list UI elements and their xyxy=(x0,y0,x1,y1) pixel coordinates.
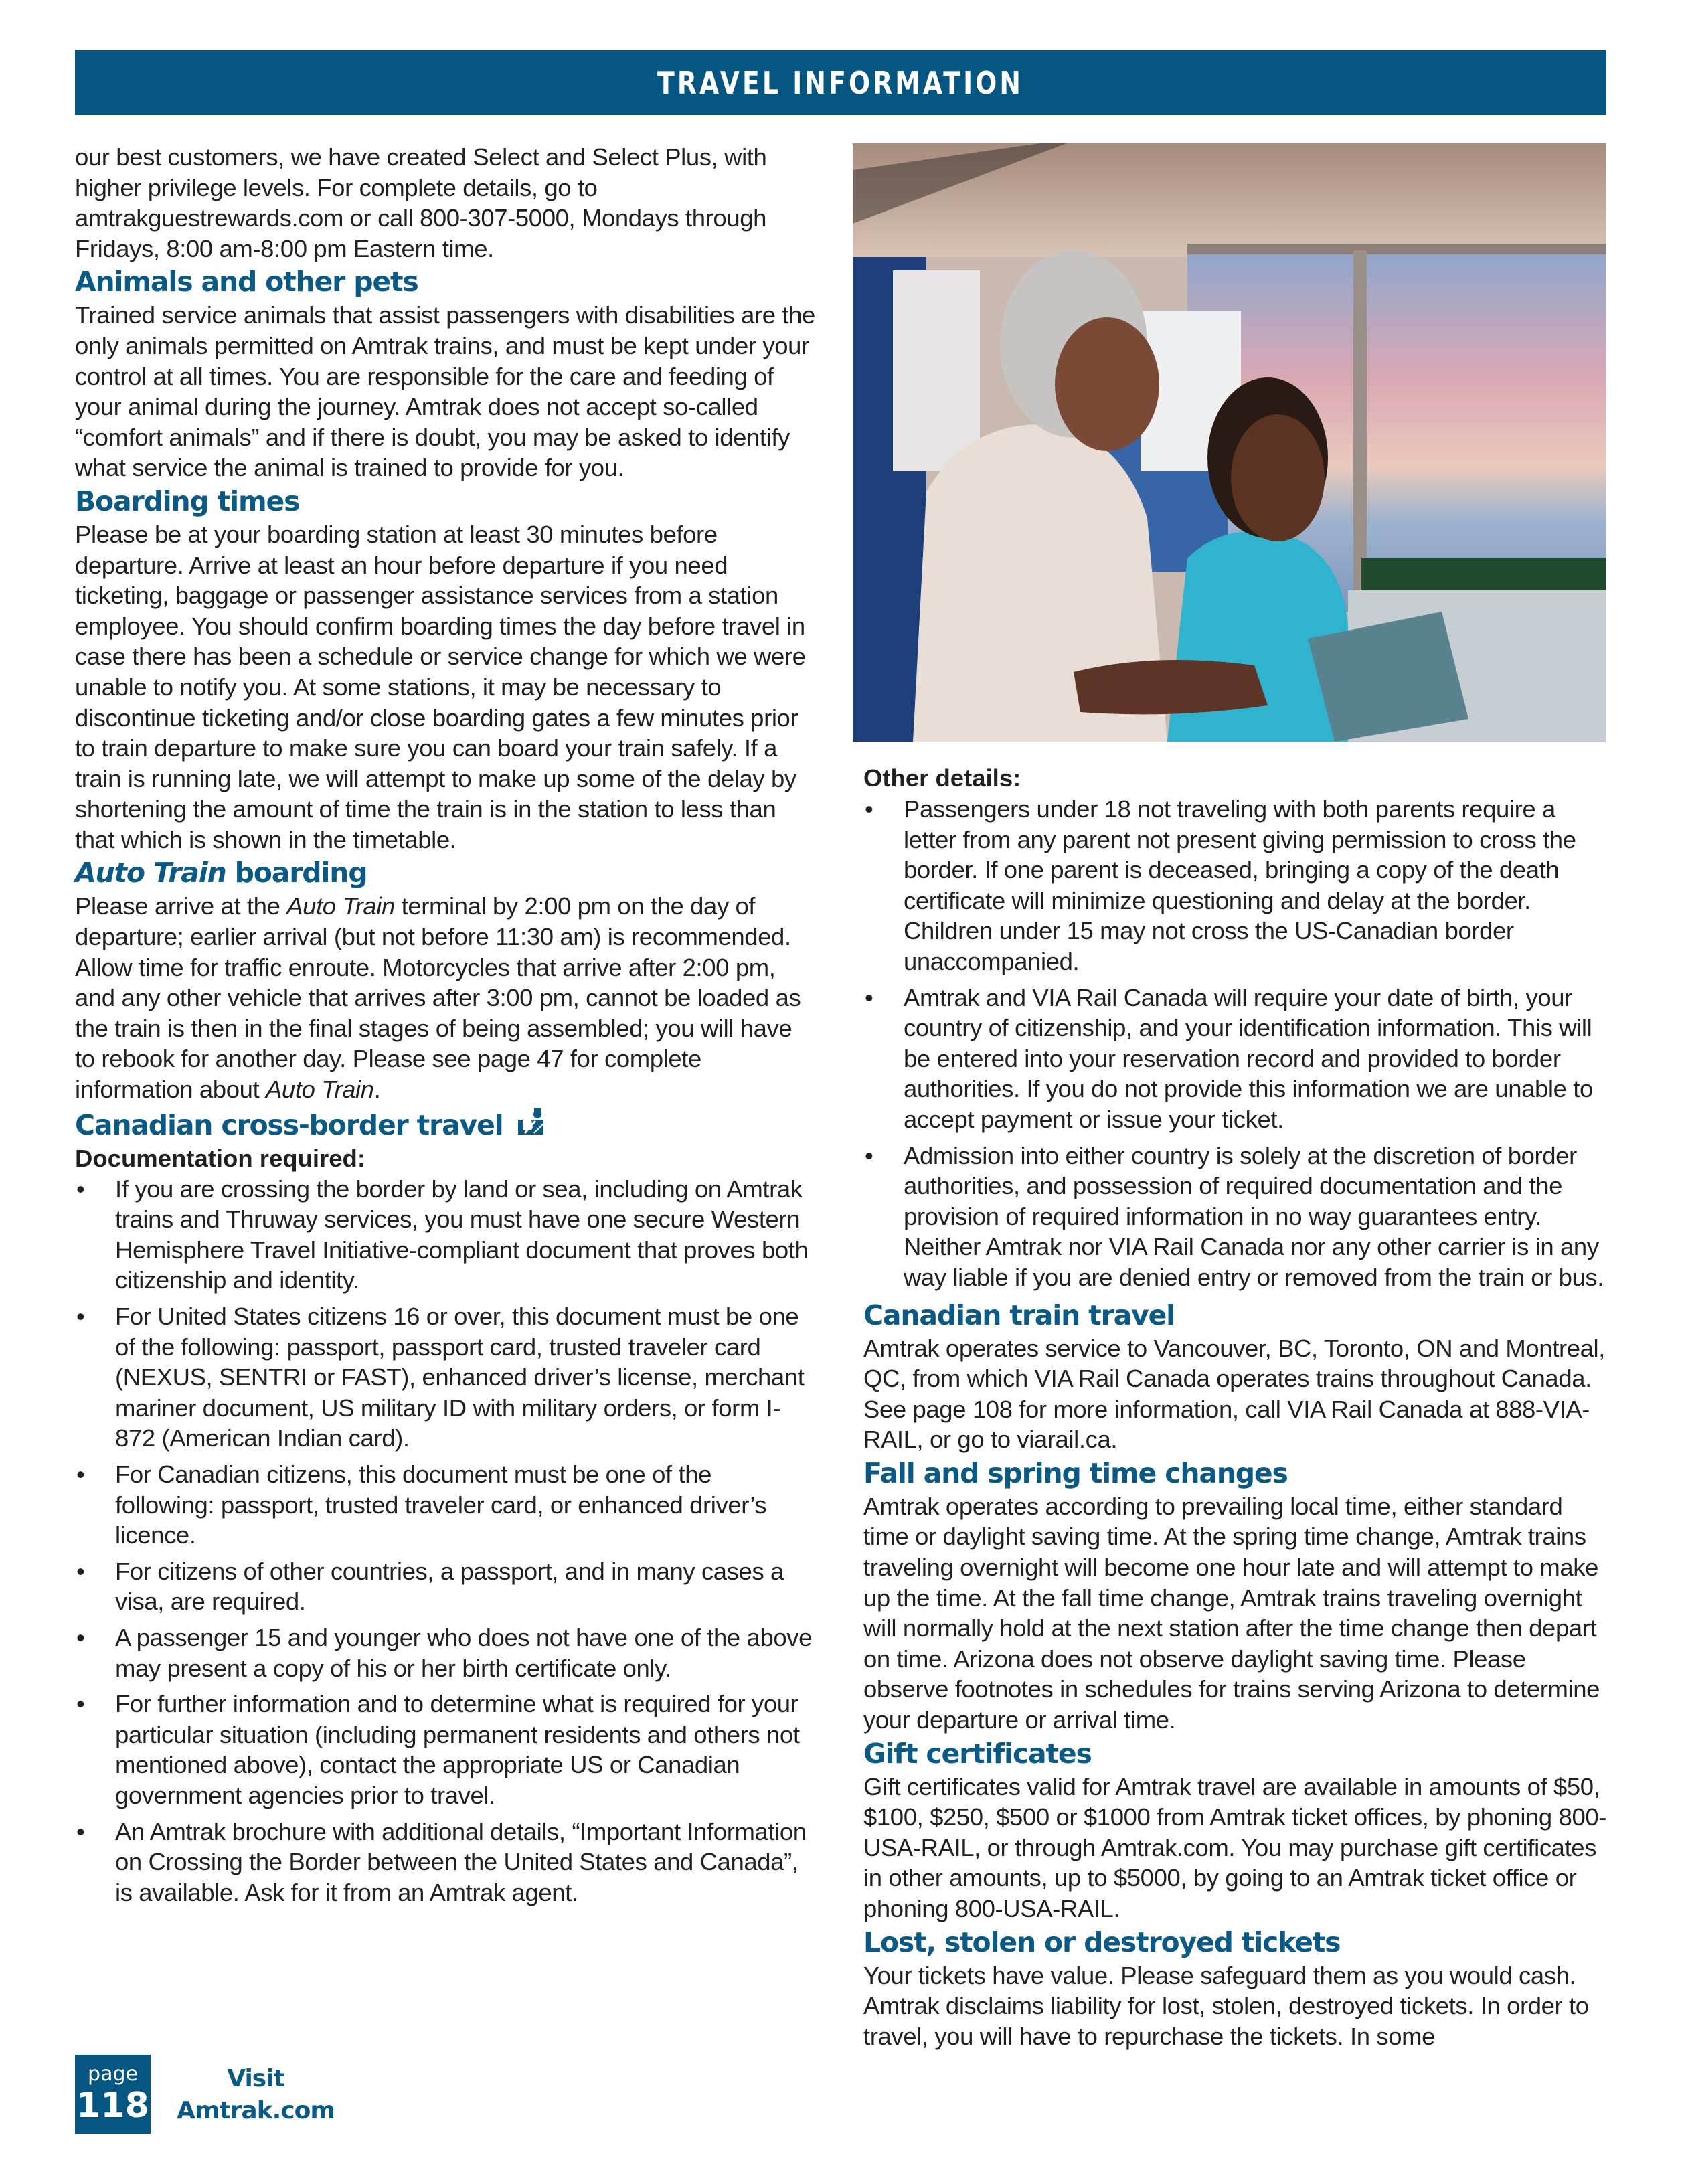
bullet-icon: • xyxy=(76,1817,85,1845)
boarding-paragraph: Please be at your boarding station at least 30 minutes before departure. Arrive at least an hour before departure if you need ticketing, baggage or passenger assistance services from a station employee. You should confirm boarding times the day before travel in case there has been a schedule or service change for which we were unable to notify you. At some stations, it may be necessary to discontinue ticketing and/or close boarding gates a few minutes prior to train departure to make sure you can board your train safely. If a train is running late, we will attempt to make up some of the delay by shortening the amount of time the train is in the station to less than that which is shown in the timetable. xyxy=(75,520,806,853)
bullet-icon: • xyxy=(865,1141,873,1169)
animals-paragraph: Trained service animals that assist passengers with disabilities are the only animals permitted on Amtrak trains, and must be kept under your control at all times. You are responsible for the care and feeding of your animal during the journey. Amtrak does not accept so-called “comfort animals” and if there is doubt, you may be asked to identify what service the animal is trained to provide for you. xyxy=(75,301,815,482)
lost-tickets-paragraph: Your tickets have value. Please safeguard them as you would cash. Amtrak disclaims liability for lost, stolen, destroyed tickets. In order to travel, you will have to repurchase the tickets. In some xyxy=(863,1961,1589,2050)
other-details-label: Other details: xyxy=(863,764,1021,792)
list-item xyxy=(75,1817,817,1908)
heading-animals: Animals and other pets xyxy=(75,266,418,299)
list-item-text: For citizens of other countries, a passport, and in many cases a visa, are required. xyxy=(115,1557,784,1616)
heading-cross-border xyxy=(75,1106,817,1142)
time-changes-paragraph: Amtrak operates according to prevailing local time, either standard time or daylight saving time. At the spring time change, Amtrak trains traveling overnight will become one hour late and will attempt to make up the time. At the fall time change, Amtrak trains traveling overnight will normally hold at the next station after the time change then depart on time. Arizona does not observe daylight saving time. Please observe footnotes in schedules for trains serving Arizona to determine your departure or arrival time. xyxy=(863,1492,1600,1734)
auto-train-text-1: Please arrive at the xyxy=(75,892,287,920)
list-item-text: Amtrak and VIA Rail Canada will require your date of birth, your country of citizenship, and your identification information. This will be entered into your reservation record and provided to border authorities. If you do not provide this information we are unable to accept payment or issue your ticket. xyxy=(904,983,1593,1133)
documentation-required-label: Documentation required: xyxy=(75,1144,365,1172)
train-passengers-photo xyxy=(853,143,1606,742)
page-label: page xyxy=(88,2062,138,2086)
left-column xyxy=(75,142,817,1913)
heading-gift-certificates: Gift certificates xyxy=(863,1737,1092,1770)
gift-certificates-paragraph: Gift certificates valid for Amtrak travel are available in amounts of $50, $100, $250, $500 or $1000 from Amtrak ticket offices, by phoning 800-USA-RAIL, or through Amtrak.com. You may purchase gift certificates in other amounts, up to $5000, by going to an Amtrak ticket office or phoning 800-USA-RAIL. xyxy=(863,1772,1607,1922)
bullet-icon: • xyxy=(76,1303,85,1330)
visit-amtrak-link[interactable] xyxy=(175,2063,336,2127)
page-number: 118 xyxy=(76,2086,149,2126)
intro-paragraph: our best customers, we have created Select and Select Plus, with higher privilege levels. For complete details, go to amtrakguestrewards.com or call 800-307-5000, Mondays through Fridays, 8:00 am-8:00 pm Eastern time. xyxy=(75,143,767,262)
bullet-icon: • xyxy=(865,795,873,823)
auto-train-paragraph xyxy=(75,891,817,1104)
customs-agent-icon xyxy=(517,1106,548,1137)
list-item xyxy=(75,1556,817,1617)
auto-train-italic-1: Auto Train xyxy=(286,892,395,920)
list-item xyxy=(75,1622,817,1683)
documentation-list xyxy=(75,1174,817,1908)
canadian-train-paragraph: Amtrak operates service to Vancouver, BC, Toronto, ON and Montreal, QC, from which VIA Rail Canada operates trains throughout Canada. See page 108 for more information, call VIA Rail Canada at 888-VIA-RAIL, or go to viarail.ca. xyxy=(863,1334,1605,1454)
heading-time-changes: Fall and spring time changes xyxy=(863,1456,1288,1489)
list-item xyxy=(75,1689,817,1811)
heading-canadian-train-travel: Canadian train travel xyxy=(863,1298,1175,1331)
list-item-text: Passengers under 18 not traveling with both parents require a letter from any parent not present giving permission to cross the border. If one parent is deceased, bringing a copy of the death certificate will minimize questioning and delay at the border. Children under 15 may not cross the US-Canadian border unaccompanied. xyxy=(904,795,1576,975)
auto-train-italic-2: Auto Train xyxy=(265,1076,374,1104)
photo-illustration xyxy=(853,143,1606,742)
heading-auto-train-italic: Auto Train xyxy=(75,857,226,890)
heading-lost-tickets: Lost, stolen or destroyed tickets xyxy=(863,1926,1341,1958)
list-item xyxy=(863,1141,1610,1293)
list-item xyxy=(75,1459,817,1551)
list-item-text: Admission into either country is solely at the discretion of border authorities, and possession of required documentation and the provision of required information in no way guarantees entry. Neither Amtrak nor VIA Rail Canada nor any other carrier is in any way liable if you are denied entry or removed from the train or bus. xyxy=(904,1141,1604,1291)
heading-boarding-times: Boarding times xyxy=(75,485,300,517)
right-column xyxy=(863,763,1610,2051)
heading-auto-train-boarding xyxy=(75,856,817,890)
list-item-text: A passenger 15 and younger who does not have one of the above may present a copy of his or her birth certificate only. xyxy=(115,1623,812,1682)
bullet-icon: • xyxy=(76,1557,85,1585)
list-item-text: An Amtrak brochure with additional details, “Important Information on Crossing the Border between the United States and Canada”, is available. Ask for it from an Amtrak agent. xyxy=(115,1817,807,1906)
auto-train-text-3: . xyxy=(373,1076,381,1104)
bullet-icon: • xyxy=(865,983,873,1011)
list-item xyxy=(75,1301,817,1454)
heading-auto-train-rest: boarding xyxy=(226,857,367,890)
list-item xyxy=(863,794,1610,977)
list-item-text: For further information and to determine what is required for your particular situation (including permanent residents and others not mentioned above), contact the appropriate US or Canadian government agencies prior to travel. xyxy=(115,1690,800,1809)
auto-train-text-2: terminal by 2:00 pm on the day of departure; earlier arrival (but not before 11:30 am) is recommended. Allow time for traffic enroute. Motorcycles that arrive after 2:00 pm, and any other vehicle that arrives after 3:00 pm, cannot be loaded as the train is then in the final stages of being assembled; you will have to rebook for another day. Please see page 47 for complete information about xyxy=(75,892,801,1104)
section-header-bar xyxy=(75,50,1606,115)
other-details-list xyxy=(863,794,1610,1293)
bullet-icon: • xyxy=(76,1175,85,1203)
list-item xyxy=(863,983,1610,1135)
bullet-icon: • xyxy=(76,1460,85,1488)
bullet-icon: • xyxy=(76,1690,85,1718)
visit-label: Visit xyxy=(227,2065,284,2092)
list-item-text: For United States citizens 16 or over, this document must be one of the following: passport, passport card, trusted traveler card (NEXUS, SENTRI or FAST), enhanced driver’s license, merchant mariner document, US military ID with military orders, or form I-872 (American Indian card). xyxy=(115,1303,805,1452)
page-number-badge xyxy=(75,2055,151,2134)
list-item-text: If you are crossing the border by land or sea, including on Amtrak trains and Thruway services, you must have one secure Western Hemisphere Travel Initiative-compliant document that proves both citizenship and identity. xyxy=(115,1175,809,1294)
list-item xyxy=(75,1174,817,1296)
cross-border-heading-text: Canadian cross-border travel xyxy=(75,1108,503,1141)
amtrak-url: Amtrak.com xyxy=(177,2097,335,2124)
bullet-icon: • xyxy=(76,1623,85,1651)
section-title: TRAVEL INFORMATION xyxy=(657,64,1024,101)
list-item-text: For Canadian citizens, this document must be one of the following: passport, trusted traveler card, or enhanced driver’s licence. xyxy=(115,1460,767,1549)
